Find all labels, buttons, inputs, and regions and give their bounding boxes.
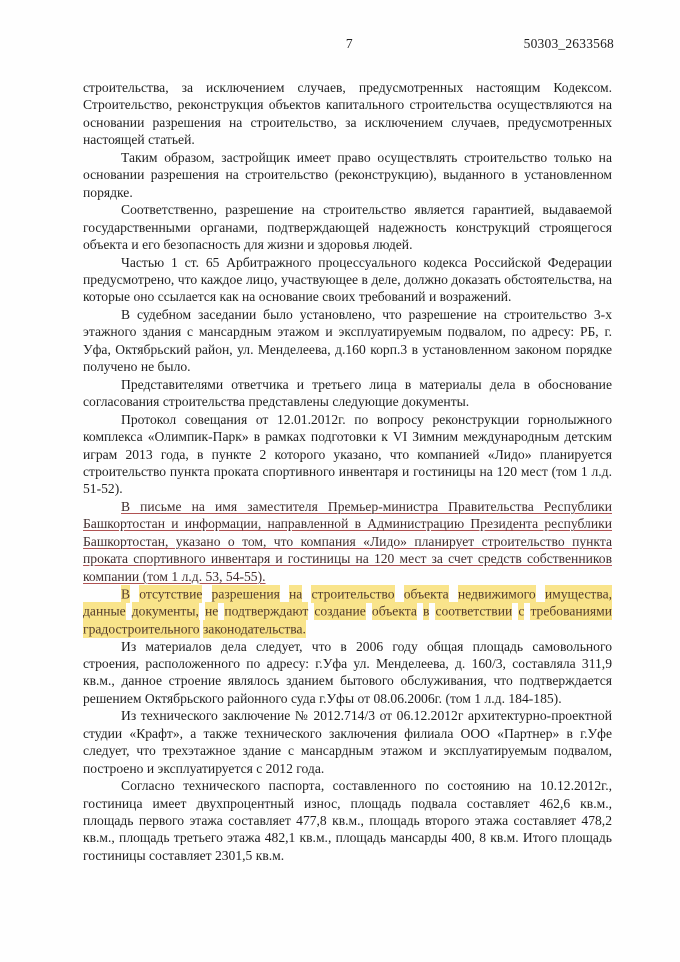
paragraph-6: Представителями ответчика и третьего лица в материалы дела в обоснование согласования строительства представлены следующие документы. [83,376,612,410]
highlighted-word: объекта [371,603,417,619]
highlighted-word: отсутствие [139,586,203,602]
paragraph-3: Соответственно, разрешение на строительство является гарантией, выдаваемой государственными органами, подтверждающей надежность конструкций строящегося объекта и его безопасность для жизни и здоровья людей. [83,202,612,253]
paragraph-9 [83,585,612,637]
highlighted-word: требованиями [530,603,613,619]
paragraph-1: строительства, за исключением случаев, предусмотренных настоящим Кодексом. Строительство, реконструкция объектов капитального строительства осуществляются на основании разрешения на строительство, за исключением случаев, предусмотренных настоящей статьей. [83,80,612,148]
paragraph-4: Частью 1 ст. 65 Арбитражного процессуального кодекса Российской Федерации предусмотрено, что каждое лицо, участвующее в деле, должно доказать обстоятельства, на которые оно ссылается как на основание своих требований и возражений. [83,254,612,305]
highlighted-word: разрешения [211,586,280,602]
highlighted-word: на [289,586,303,602]
highlighted-word: в [422,603,430,619]
page-header [83,36,614,54]
highlighted-word: подтверждают [224,603,309,619]
highlighted-word: с [518,603,525,619]
paragraph-7: Протокол совещания от 12.01.2012г. по вопросу реконструкции горнолыжного комплекса «Олимпик-Парк» в рамках подготовки к VI Зимним международным детским играм 2013 года, в пункте 2 которого указано, что компанией «Лидо» планируется строительство пункта проката спортивного инвентаря и гостиницы на 120 мест (том 1 л.д. 51-52). [83,411,612,497]
highlighted-word: градостроительного [83,621,200,637]
highlighted-word: данные [83,603,126,619]
highlighted-word: имущества, [544,586,613,602]
paragraph-11: Из технического заключение № 2012.714/3 от 06.12.2012г архитектурно-проектной студии «Крафт», а также технического заключения филиала ООО «Партнер» в г.Уфе следует, что трехэтажное здание с мансардным этажом и эксплуатируемым подвалом, построено и эксплуатируется с 2012 года. [83,708,612,776]
highlighted-word: создание [314,603,366,619]
highlighted-word: документы, [131,603,199,619]
page-number: 7 [345,36,353,51]
highlighted-word: соответствии [435,603,513,619]
paragraph-12: Согласно технического паспорта, составленного по состоянию на 10.12.2012г., гостиница имеет двухпроцентный износ, площадь подвала составляет 462,6 кв.м., площадь первого этажа составляет 477,8 кв.м., площадь второго этажа составляет 478,2 кв.м., площадь третьего этажа 482,1 кв.м., площадь мансарды 400, 8 кв.м. Итого площадь гостиницы составляет 2301,5 кв.м. [83,778,612,863]
document-id: 50303_2633568 [523,36,614,51]
paragraph-5: В судебном заседании было установлено, что разрешение на строительство 3-х этажного здания с мансардным этажом и эксплуатируемым подвалом, по адресу: РБ, г. Уфа, Октябрьский район, ул. Менделеева, д.160 корп.3 в установленном законом порядке получено не было. [83,306,612,375]
highlighted-word: не [204,603,219,619]
highlighted-word: недвижимого [457,586,536,602]
document-body [83,79,612,864]
highlighted-word: законодательства. [202,621,306,637]
highlighted-word: объекта [403,586,449,602]
paragraph-10: Из материалов дела следует, что в 2006 году общая площадь самовольного строения, расположенного по адресу: г.Уфа ул. Менделеева, д. 160/3, составляла 311,9 кв.м., данное строение являлось зданием бытового обслуживания, что подтверждается решением Октябрьского районного суда г.Уфы от 08.06.2006г. (том 1 л.д. 184-185). [83,638,612,706]
highlighted-word: В [121,586,131,602]
paragraph-2: Таким образом, застройщик имеет право осуществлять строительство только на основании разрешения на строительство (реконструкцию), выданного в установленном порядке. [83,149,612,200]
highlighted-word: строительство [311,586,395,602]
paragraph-8: В письме на имя заместителя Премьер-министра Правительства Республики Башкортостан и информации, направленной в Администрацию Президента республики Башкортостан, указано о том, что компания «Лидо» планирует строительство пункта проката спортивного инвентаря и гостиницы на 120 мест за счет средств собственников компании (том 1 л.д. 53, 54-55). [83,498,612,584]
